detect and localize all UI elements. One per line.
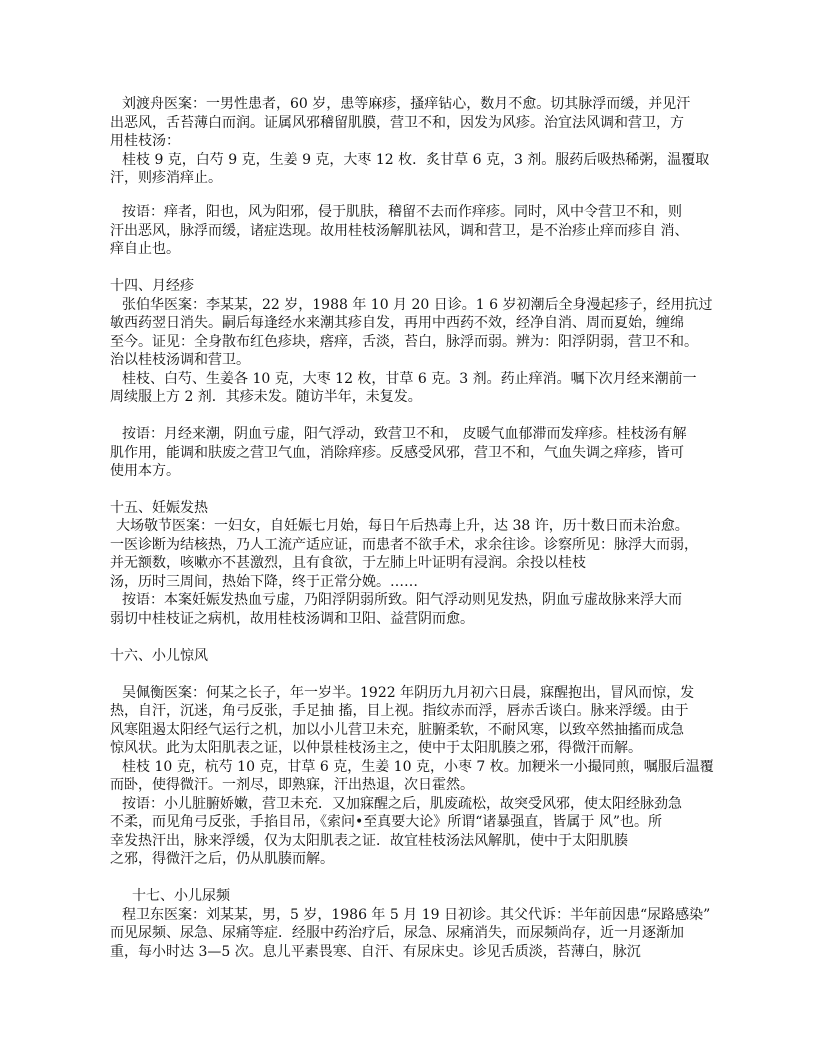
section-heading: 十四、月经疹	[110, 278, 194, 294]
text-line: 桂枝 9 克，白芍 9 克，生姜 9 克，大枣 12 枚．炙甘草 6 克，3 剂。服药后吸热稀粥，温覆取	[122, 152, 710, 168]
text-line: 不柔，而见角弓反张，手掐目吊，《索问•至真要大论》所谓“诸暴强直，皆属于 风”也。所	[110, 814, 663, 830]
text-line: 弱切中桂枝证之病机，故用桂枝汤调和卫阳、益营阴而愈。	[110, 611, 474, 627]
text-line: 之邪，得微汗之后，仍从肌腠而解。	[110, 851, 334, 867]
text-line: 程卫东医案：刘某某，男，5 岁，1986 年 5 月 19 日初诊。其父代诉：半年前因患“尿路感染”	[122, 907, 711, 923]
text-line: 汗出恶风，脉浮而缓，诸症迭现。故用桂枝汤解肌祛风，调和营卫，是不治疹止痒而疹自 消、	[110, 223, 689, 239]
text-line: 按语：痒者，阳也，风为阳邪，侵于肌肤，稽留不去而作痒疹。同时，风中令营卫不和，则	[122, 204, 682, 220]
text-line: 而见尿频、尿急、尿痛等症．经服中药治疗后，尿急、尿痛消失，而尿频尚存，近一月逐渐加	[110, 925, 684, 941]
text-line: 肌作用，能调和肤废之营卫气血，消除痒疹。反感受风邪，营卫不和，气血失调之痒疹，皆可	[110, 445, 684, 461]
text-line: 幸发热汗出，脉来浮缓，仅为太阳肌表之证．故宜桂枝汤法风解肌，使中于太阳肌腠	[110, 833, 628, 849]
text-line: 桂枝、白芍、生姜各 10 克，大枣 12 枚，甘草 6 克。3 剂。药止痒消。嘱下次月经来潮前一	[122, 371, 697, 387]
text-line: 并无额数，咳嗽亦不甚激烈，且有食欲，于左肺上叶证明有浸润。余投以桂枝	[110, 555, 586, 571]
text-line: 惊风状。此为太阳肌表之证，以仲景桂枝汤主之，使中于太阳肌腠之邪，得微汗而解。	[110, 740, 642, 756]
text-line: 使用本方。	[110, 463, 180, 479]
text-line: 风寒阻遏太阳经气运行之机，加以小儿营卫未充，脏腑柔软，不耐风寒，以致卒然抽搐而成急	[110, 722, 684, 738]
text-line: 按语：月经来潮，阴血亏虚，阳气浮动，致营卫不和， 皮暖气血郁滞而发痒疹。桂枝汤有解	[122, 426, 687, 442]
text-line: 刘渡舟医案：一男性患者，60 岁，患等麻疹，搔痒钻心，数月不愈。切其脉浮而缓，并见汗	[122, 96, 691, 112]
text-line: 汤，历时三周间，热始下降，终于正常分娩。……	[110, 574, 418, 590]
text-line: 敏西药翌日消失。嗣后每逢经水来潮其疹自发，再用中西药不效，经净自消、周而夏始，缠绵	[110, 315, 684, 331]
text-line: 大场敬节医案：一妇女，自妊娠七月始，每日午后热毒上升，达 38 许，历十数日而未治愈。	[116, 518, 689, 534]
text-line: 汗，则疹消痒止。	[110, 170, 222, 186]
text-line: 痒自止也。	[110, 241, 180, 257]
text-line: 热，自汗，沉迷，角弓反张，手足抽 搐，目上视。指纹赤而浮，唇赤舌谈白。脉来浮缓。由于	[110, 703, 689, 719]
section-heading: 十七、小儿尿频	[132, 888, 230, 904]
text-line: 治以桂枝汤调和营卫。	[110, 352, 250, 368]
section-heading: 十六、小儿惊风	[110, 648, 208, 664]
text-line: 按语：小儿脏腑娇嫩，营卫未充．又加寐醒之后，肌废疏松，故突受风邪，使太阳经脉劲急	[122, 796, 682, 812]
text-line: 用桂枝汤：	[110, 133, 180, 149]
text-line: 重，每小时达 3—5 次。息儿平素畏寒、自汗、有尿床史。诊见舌质淡，苔薄白，脉沉	[110, 944, 641, 960]
text-line: 至今。证见：全身散布红色疹块，瘩痒，舌淡，苔白，脉浮而弱。辨为：阳浮阴弱，营卫不和。	[110, 334, 698, 350]
section-heading: 十五、妊娠发热	[110, 500, 208, 516]
text-line: 桂枝 10 克，杭芍 10 克，甘草 6 克，生姜 10 克，小枣 7 枚。加粳米一小撮同煎，嘱服后温覆	[122, 759, 714, 775]
text-line: 吴佩衡医案：何某之长子，年一岁半。1922 年阴历九月初六日晨，寐醒抱出，冒风而惊，发	[122, 685, 695, 701]
text-line: 张伯华医案：李某某，22 岁，1988 年 10 月 20 日诊。1 6 岁初潮后全身漫起疹子，经用抗过	[122, 297, 713, 313]
text-line: 一医诊断为结核热，乃人工流产适应证，而患者不欲手术，求余往诊。诊察所见：脉浮大而弱，	[110, 537, 698, 553]
text-line: 周续服上方 2 剂．其疹未发。随访半年，未复发。	[110, 389, 422, 405]
text-line: 出恶风，舌苔薄白而润。证属风邪稽留肌膜，营卫不和，因发为风疹。治宜法风调和营卫，方	[110, 115, 684, 131]
text-line: 按语：本案妊娠发热血亏虚，乃阳浮阴弱所致。阳气浮动则见发热，阴血亏虚故脉来浮大而	[122, 592, 682, 608]
text-line: 而卧，使得微汗。一剂尽，即熟寐，汗出热退，次日霍然。	[110, 777, 474, 793]
